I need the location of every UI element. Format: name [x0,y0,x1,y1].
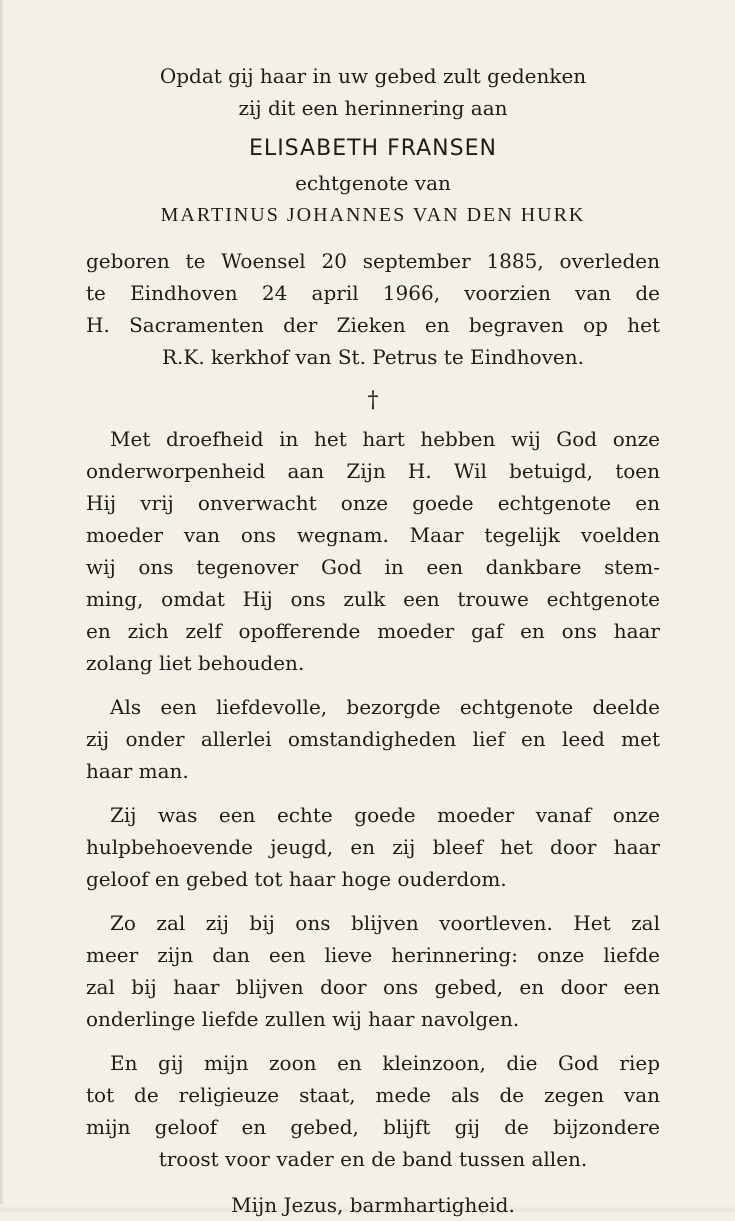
paragraph-line: meer zijn dan een lieve herinnering: onze liefde [86,943,660,967]
paragraph [86,691,660,787]
paragraph [86,1047,660,1175]
deceased-name: ELISABETH FRANSEN [249,136,497,161]
paragraph-line: moeder van ons wegnam. Maar tegelijk voelden [86,523,660,547]
paragraph-line: ming, omdat Hij ons zulk een trouwe echtgenote [86,587,660,611]
paragraph-line: Hij vrij onverwacht onze goede echtgenote en [86,491,660,515]
paragraph-line: zolang liet behouden. [86,651,305,675]
paragraph-line: tot de religieuze staat, mede als de zegen van [86,1083,660,1107]
paragraph-line: onderworpenheid aan Zijn H. Wil betuigd, toen [86,459,660,483]
spouse-name: MARTINUS JOHANNES VAN DEN HURK [160,204,586,226]
paragraph-line: troost voor vader en de band tussen allen. [158,1147,588,1171]
paragraph-line: Zo zal zij bij ons blijven voortleven. Het zal [110,911,660,935]
paragraph-line: Zij was een echte goede moeder vanaf onze [110,803,660,827]
intro-line: Opdat gij haar in uw gebed zult gedenken [159,64,587,88]
paragraph-line: onderlinge liefde zullen wij haar navolgen. [86,1007,520,1031]
paragraph-line: Met droefheid in het hart hebben wij God onze [110,427,660,451]
paragraph-line: en zich zelf opofferende moeder gaf en ons haar [86,619,660,643]
biography [86,245,660,373]
biography-line: H. Sacramenten der Zieken en begraven op het [86,313,660,337]
paragraph-line: zij onder allerlei omstandigheden lief en leed met [86,727,660,751]
card-text [86,60,660,1221]
paragraph [86,799,660,895]
cross-symbol: † [367,388,379,413]
closing-prayer: Mijn Jezus, barmhartigheid. [231,1193,515,1217]
paragraph-line: zal bij haar blijven door ons gebed, en door een [86,975,660,999]
paragraph-line: mijn geloof en gebed, blijft gij de bijzondere [86,1115,660,1139]
paragraph-line: geloof en gebed tot haar hoge ouderdom. [86,867,507,891]
paragraph [86,907,660,1035]
card-left-edge [0,0,4,1212]
paragraph-line: haar man. [86,759,189,783]
intro-line: zij dit een herinnering aan [238,96,508,120]
biography-line: geboren te Woensel 20 september 1885, overleden [86,249,660,273]
paragraph-line: wij ons tegenover God in een dankbare stem- [86,555,660,579]
spouse-intro: echtgenote van [295,171,451,195]
biography-line: te Eindhoven 24 april 1966, voorzien van de [86,281,660,305]
paragraph-line: En gij mijn zoon en kleinzoon, die God riep [110,1051,660,1075]
paragraph-line: Als een liefdevolle, bezorgde echtgenote deelde [110,695,660,719]
paragraph-line: hulpbehoevende jeugd, en zij bleef het door haar [86,835,660,859]
paragraph [86,423,660,679]
biography-line: R.K. kerkhof van St. Petrus te Eindhoven. [161,345,584,369]
intro [86,60,660,124]
